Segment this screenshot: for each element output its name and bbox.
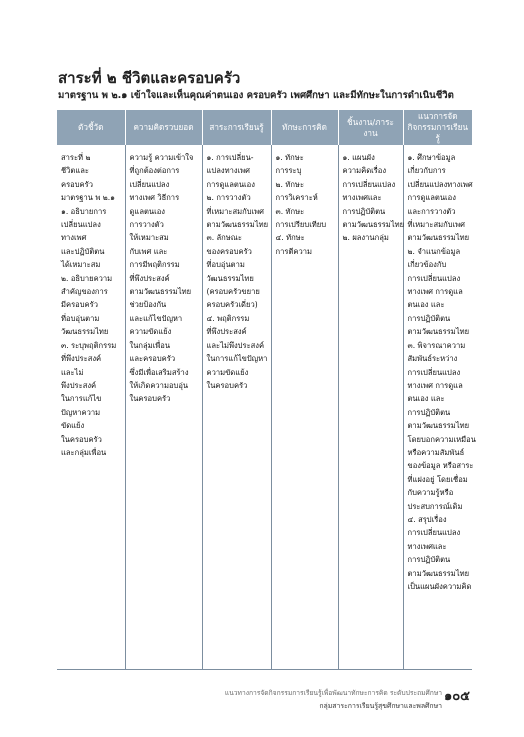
cell-line: ๑. ศึกษาข้อมูล — [407, 153, 456, 162]
cell-line: การดูแลตนเอง — [407, 193, 456, 203]
cell-line: ๑. อธิบายการ — [61, 206, 107, 216]
cell-line: ตามวัฒนธรรมไทย — [129, 287, 192, 297]
cell-line: ที่พึงประสงค์ — [129, 273, 170, 283]
cell-line: การวิเคราะห์ — [275, 193, 318, 203]
cell-line: การเปลี่ยนแปลง — [407, 367, 461, 377]
cell-concept — [125, 145, 202, 670]
cell-line: ความคิดเรื่อง — [342, 166, 387, 176]
cell-line: ซึ่งมีเพื่อเสริมสร้าง — [129, 367, 189, 377]
cell-line: เปลี่ยนแปลงทางเพศ — [407, 179, 473, 189]
cell-line: โดยบอกความเหมือน — [407, 434, 476, 444]
cell-line: ทางเพศ — [61, 233, 87, 243]
cell-line: ชีวิตและ — [61, 166, 89, 176]
cell-line: เปลี่ยนแปลง — [61, 220, 101, 230]
cell-line: เกี่ยวกับการ — [407, 166, 446, 176]
cell-line: ขัดแย้ง — [61, 421, 85, 431]
cell-line: ๓. ระบุพฤติกรรม — [61, 340, 117, 350]
header-thinking-skill: ทักษะการคิด — [271, 110, 338, 145]
cell-line: ตามวัฒนธรรมไทย — [342, 220, 405, 230]
header-indicator: ตัวชี้วัด — [57, 110, 125, 145]
curriculum-table — [57, 110, 476, 670]
cell-line: ให้เหมาะสม — [129, 233, 169, 243]
cell-line: สัมพันธ์ระหว่าง — [407, 354, 458, 364]
cell-line: ในกลุ่มเพื่อน — [129, 340, 171, 350]
cell-line: ปัญหาความ — [61, 407, 101, 417]
cell-line: การดูแลตนเอง — [206, 179, 255, 189]
cell-line: วัฒนธรรมไทย — [61, 327, 109, 337]
cell-line: ทางเพศและ — [342, 193, 382, 203]
cell-line: ตามวัฒนธรรมไทย — [407, 327, 470, 337]
cell-line: มาตรฐาน พ ๒.๑ — [61, 193, 115, 203]
cell-line: ทางเพศและ — [407, 541, 447, 551]
cell-line: การเปลี่ยนแปลง — [407, 273, 461, 283]
cell-line: ๒. อธิบายความ — [61, 273, 113, 283]
cell-line: (ครอบครัวขยาย — [206, 287, 260, 297]
cell-line: ที่พึงประสงค์ — [61, 354, 102, 364]
cell-line: และแก้ไขปัญหา — [129, 313, 183, 323]
cell-line: การปฏิบัติตน — [407, 313, 451, 323]
standard-heading: มาตรฐาน พ ๒.๑ เข้าใจและเห็นคุณค่าตนเอง ครอบครัว เพศศึกษา และมีทักษะในการดำเนินชีวิต — [58, 90, 454, 101]
cell-line: ครอบครัวเดี่ยว) — [206, 300, 258, 310]
cell-line: การวางตัว — [129, 220, 164, 230]
cell-line: ดูแลตนเอง — [129, 206, 165, 216]
cell-line: และการวางตัว — [407, 206, 456, 216]
cell-line: ๒. ทักษะ — [275, 179, 305, 189]
cell-line: การตีความ — [275, 246, 312, 256]
cell-line: ตามวัฒนธรรมไทย — [206, 220, 269, 230]
cell-activity — [403, 145, 476, 670]
cell-line: การระบุ — [275, 166, 302, 176]
cell-line: ที่อบอุ่นตาม — [206, 260, 245, 270]
cell-line: ๓. ลักษณะ — [206, 233, 242, 243]
cell-line: ความขัดแย้ง — [206, 367, 249, 377]
cell-line: ตนเอง และ — [407, 394, 445, 404]
cell-line: ครอบครัว — [61, 179, 93, 189]
cell-line: การเปลี่ยนแปลง — [342, 179, 396, 189]
cell-line: ๔. สรุปเรื่อง — [407, 514, 447, 524]
cell-line: ประสบการณ์เดิม — [407, 501, 463, 511]
cell-line: ในครอบครัว — [129, 394, 171, 404]
cell-line: และกลุ่มเพื่อน — [61, 447, 107, 457]
cell-line: หรือความสัมพันธ์ — [407, 447, 465, 457]
cell-line: การปฏิบัติตน — [407, 555, 451, 565]
cell-line: ๒. จำแนกข้อมูล — [407, 246, 461, 256]
cell-line: ๒. ผลงานกลุ่ม — [342, 233, 389, 243]
cell-line: ในครอบครัว — [61, 434, 102, 444]
footer-subject-group: กลุ่มสาระการเรียนรู้สุขศึกษาและพลศึกษา — [319, 702, 442, 710]
cell-task — [338, 145, 403, 670]
cell-line: ๑. แผนผัง — [342, 153, 375, 162]
cell-line: และไม่พึงประสงค์ — [206, 340, 265, 350]
cell-line: ความขัดแย้ง — [129, 327, 172, 337]
header-activity: แนวการจัดกิจกรรมการเรียนรู้ — [403, 110, 472, 145]
cell-line: ๑. ทักษะ — [275, 153, 304, 162]
cell-indicator — [57, 145, 125, 670]
cell-line: สาระที่ ๒ — [61, 153, 91, 162]
cell-line: ที่เหมาะสมกับเพศ — [407, 220, 465, 230]
cell-line: กับความรู้หรือ — [407, 488, 454, 498]
cell-line: ตามวัฒนธรรมไทย — [407, 233, 470, 243]
cell-line: ๓. พิจารณาความ — [407, 340, 466, 350]
cell-line: ของครอบครัว — [206, 246, 252, 256]
cell-line: การปฏิบัติตน — [342, 206, 386, 216]
cell-line: ที่ถูกต้องต่อการ — [129, 166, 180, 176]
cell-line: ในการแก้ไขปัญหา — [206, 354, 268, 364]
cell-line: ในครอบครัว — [206, 380, 248, 390]
cell-line: ทางเพศ การดูแล — [407, 380, 463, 390]
footer-book-title: แนวทางการจัดกิจกรรมการเรียนรู้เพื่อพัฒนาทักษะการคิด ระดับประถมศึกษา — [224, 689, 442, 697]
page-number: ๑๐๕ — [444, 689, 471, 704]
cell-line: ให้เกิดความอบอุ่น — [129, 380, 189, 390]
header-task: ชิ้นงาน/ภาระงาน — [338, 110, 403, 145]
cell-line: ที่พึงประสงค์ — [206, 327, 247, 337]
cell-line: ๔. ทักษะ — [275, 233, 305, 243]
cell-line: ที่แฝงอยู่ โดยเชื่อม — [407, 474, 468, 484]
cell-line: ของข้อมูล หรือสาระ — [407, 461, 474, 471]
cell-line: ได้เหมาะสม — [61, 260, 101, 270]
cell-line: การมีพฤติกรรม — [129, 260, 180, 270]
cell-line: ตนเอง และ — [407, 300, 445, 310]
cell-line: เกี่ยวข้องกับ — [407, 260, 447, 270]
cell-line: ความรู้ ความเข้าใจ — [129, 153, 194, 162]
cell-line: เป็นแผนผังความคิด — [407, 582, 472, 591]
cell-line: ที่อบอุ่นตาม — [61, 313, 100, 323]
cell-line: ในการแก้ไข — [61, 394, 102, 404]
cell-line: ๓. ทักษะ — [275, 206, 305, 216]
cell-line: การปฏิบัติตน — [407, 407, 451, 417]
cell-line: วัฒนธรรมไทย — [206, 273, 254, 283]
cell-line: และไม่ — [61, 367, 84, 377]
table-header-row — [57, 110, 472, 145]
section-title: สาระที่ ๒ ชีวิตและครอบครัว — [58, 69, 241, 87]
cell-line: ตามวัฒนธรรมไทย — [407, 421, 470, 431]
cell-line: ตามวัฒนธรรมไทย — [407, 568, 470, 578]
cell-content — [202, 145, 271, 670]
cell-line: สำคัญของการ — [61, 287, 108, 297]
cell-line: พึงประสงค์ — [61, 380, 97, 390]
cell-line: ที่เหมาะสมกับเพศ — [206, 206, 264, 216]
header-concept: ความคิดรวบยอด — [125, 110, 202, 145]
cell-line: ทางเพศ วิธีการ — [129, 193, 180, 203]
cell-line: เปลี่ยนแปลง — [129, 179, 170, 189]
cell-line: มีครอบครัว — [61, 300, 98, 310]
cell-line: ๒. การวางตัว — [206, 193, 251, 203]
cell-line: ๑. การเปลี่ยน- — [206, 153, 254, 162]
cell-line: แปลงทางเพศ — [206, 166, 250, 176]
cell-thinking-skill — [271, 145, 338, 670]
cell-line: ทางเพศ การดูแล — [407, 287, 463, 297]
cell-line: การเปรียบเทียบ — [275, 220, 327, 230]
cell-line: และปฏิบัติตน — [61, 246, 105, 256]
cell-line: และครอบครัว — [129, 354, 176, 364]
cell-line: ๔. พฤติกรรม — [206, 313, 250, 323]
cell-line: ช่วยป้องกัน — [129, 300, 167, 310]
cell-line: กับเพศ และ — [129, 246, 168, 256]
cell-line: การเปลี่ยนแปลง — [407, 528, 461, 538]
table-row — [57, 145, 472, 670]
header-content: สาระการเรียนรู้ — [202, 110, 271, 145]
